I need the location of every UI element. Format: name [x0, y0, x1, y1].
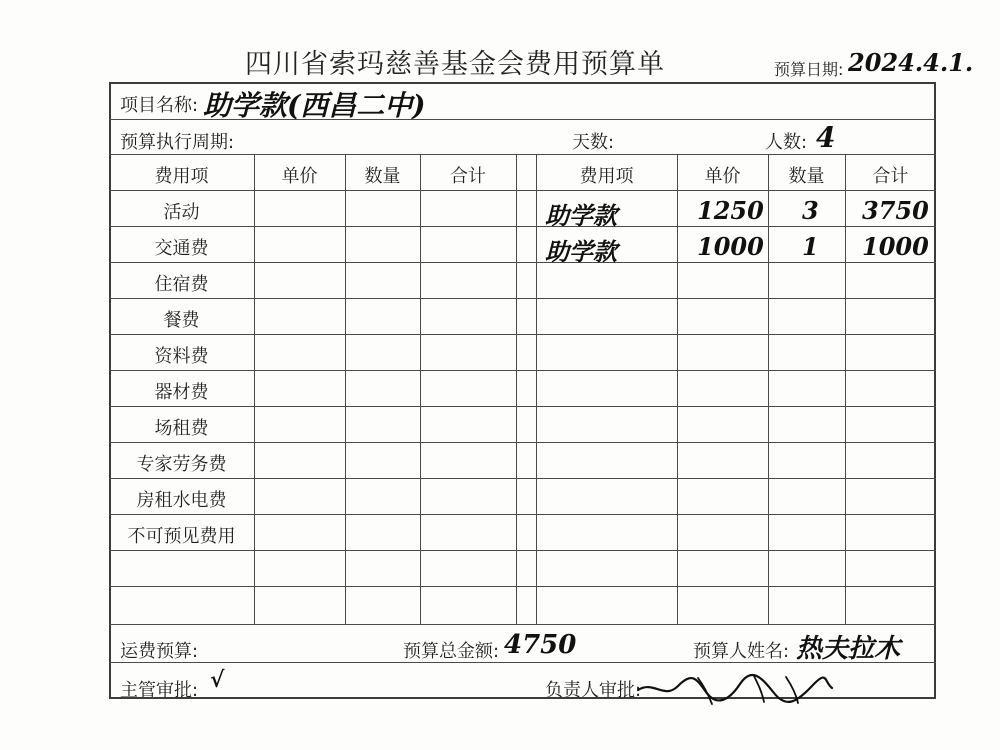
- preparer-name-label: 预算人姓名:: [693, 641, 790, 662]
- row-divider: [109, 514, 936, 515]
- row-divider: [109, 406, 936, 407]
- leader-approval-label: 负责人审批:: [545, 680, 642, 701]
- column-divider: [768, 154, 769, 624]
- right-row-price: 1000: [697, 232, 764, 261]
- right-row-qty: 1: [802, 232, 819, 261]
- column-divider: [345, 154, 346, 624]
- row-divider: [109, 478, 936, 479]
- row-divider: [109, 262, 936, 263]
- days-label: 天数:: [572, 132, 615, 153]
- column-divider: [845, 154, 846, 624]
- total-budget-label: 预算总金额:: [403, 641, 500, 662]
- expense-item-label: 活动: [163, 202, 200, 223]
- left-header-item: 费用项: [154, 166, 209, 187]
- right-row-item: 助学款: [545, 237, 617, 266]
- right-row-qty: 3: [802, 196, 819, 225]
- right-row-item: 助学款: [545, 201, 617, 230]
- expense-item-label: 器材费: [154, 382, 209, 403]
- budget-date-label: 预算日期:: [774, 60, 844, 79]
- row-divider: [109, 154, 936, 155]
- left-header-total: 合计: [450, 166, 486, 187]
- row-divider: [109, 550, 936, 551]
- preparer-name-value: 热夫拉木: [796, 634, 901, 664]
- column-divider: [420, 154, 421, 624]
- people-count-value: 4: [816, 121, 836, 154]
- column-divider: [536, 154, 537, 624]
- right-header-item: 费用项: [579, 166, 634, 187]
- project-name-value: 助学款(西昌二中): [203, 89, 426, 122]
- right-row-total: 1000: [862, 232, 929, 261]
- column-divider: [254, 154, 255, 624]
- left-header-qty: 数量: [364, 166, 401, 187]
- supervisor-approval-mark: √: [210, 667, 225, 693]
- right-row-price: 1250: [697, 196, 764, 225]
- row-divider: [109, 624, 936, 625]
- project-name-label: 项目名称:: [120, 95, 199, 116]
- row-divider: [109, 370, 936, 371]
- right-header-qty: 数量: [788, 166, 825, 187]
- right-header-price: 单价: [704, 166, 741, 187]
- row-divider: [109, 226, 936, 227]
- leader-signature: [636, 668, 836, 710]
- expense-item-label: 专家劳务费: [136, 454, 227, 475]
- people-count-label: 人数:: [765, 132, 808, 153]
- expense-item-label: 餐费: [163, 310, 200, 331]
- row-divider: [109, 190, 936, 191]
- row-divider: [109, 442, 936, 443]
- left-header-price: 单价: [281, 166, 318, 187]
- supervisor-approval-label: 主管审批:: [120, 680, 199, 701]
- row-divider: [109, 586, 936, 587]
- freight-budget-label: 运费预算:: [120, 641, 199, 662]
- expense-item-label: 交通费: [154, 238, 209, 259]
- right-header-total: 合计: [872, 166, 909, 187]
- expense-item-label: 资料费: [154, 346, 209, 367]
- column-divider: [516, 154, 517, 624]
- column-divider: [677, 154, 678, 624]
- execution-period-label: 预算执行周期:: [120, 132, 235, 153]
- row-divider: [109, 298, 936, 299]
- row-divider: [109, 334, 936, 335]
- expense-item-label: 住宿费: [154, 274, 209, 295]
- right-row-total: 3750: [862, 196, 929, 225]
- form-title: 四川省索玛慈善基金会费用预算单: [245, 49, 665, 80]
- expense-item-label: 场租费: [154, 418, 209, 439]
- expense-item-label: 不可预见费用: [127, 526, 236, 547]
- budget-date-value: 2024.4.1.: [848, 48, 974, 77]
- total-budget-value: 4750: [504, 630, 577, 660]
- expense-item-label: 房租水电费: [136, 490, 227, 511]
